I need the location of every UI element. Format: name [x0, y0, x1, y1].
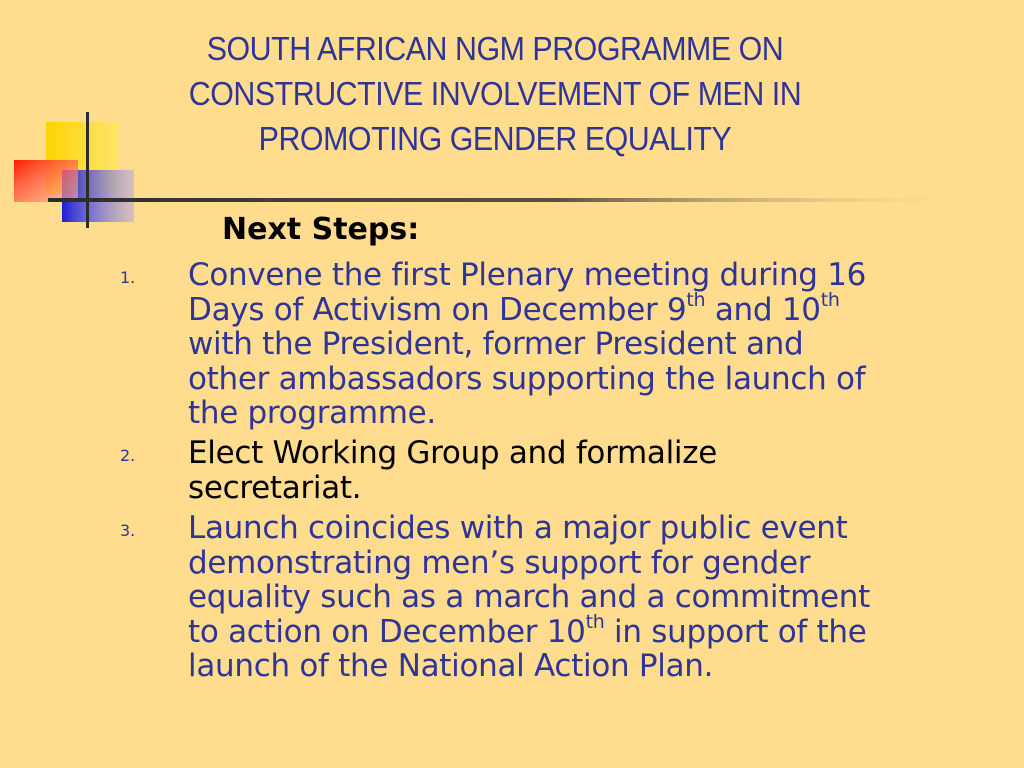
- text-line: the programme.: [188, 395, 436, 431]
- list-item-text: [188, 511, 988, 684]
- list-item-number: 3.: [120, 521, 136, 540]
- text-line: other ambassadors supporting the launch of: [188, 360, 866, 397]
- next-steps-heading: Next Steps:: [222, 212, 420, 247]
- text-line: with the President, former President and: [188, 326, 804, 362]
- text-line: to action on December 10th in support of the: [188, 610, 867, 650]
- text-line: launch of the National Action Plan.: [188, 648, 714, 684]
- text-line: Convene the first Plenary meeting during 16: [188, 257, 867, 293]
- text-line: Elect Working Group and formalize: [188, 435, 717, 471]
- text-line: Days of Activism on December 9th and 10th: [188, 288, 840, 328]
- list-item-text: [188, 258, 988, 431]
- deco-red-square: [14, 160, 78, 202]
- text-line: equality such as a march and a commitment: [188, 579, 870, 615]
- deco-vertical-rule: [86, 112, 89, 228]
- text-line: Launch coincides with a major public event: [188, 510, 848, 546]
- text-line: demonstrating men’s support for gender: [188, 544, 811, 581]
- list-item-text: [188, 436, 988, 505]
- title-line: SOUTH AFRICAN NGM PROGRAMME ON: [206, 30, 784, 67]
- list-item-number: 2.: [120, 446, 136, 465]
- title-line: CONSTRUCTIVE INVOLVEMENT OF MEN IN: [188, 75, 802, 112]
- text-line: secretariat.: [188, 469, 362, 506]
- title-line: PROMOTING GENDER EQUALITY: [258, 120, 732, 157]
- slide-title: [159, 26, 831, 161]
- deco-horizontal-rule: [48, 198, 978, 202]
- list-item-number: 1.: [120, 268, 136, 287]
